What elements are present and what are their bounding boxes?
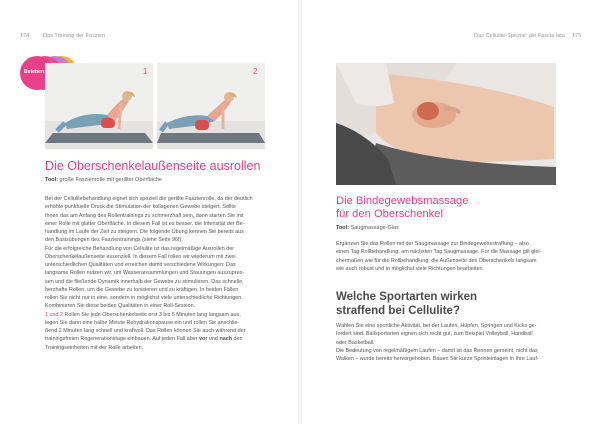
right-body-text-1 — [336, 240, 558, 273]
left-line: Oberschenkelaußenseite essenziell. In diesem Fall rollen wir wiederum mit zwei — [45, 253, 236, 260]
left-line: unterschiedlichen Qualitäten und erreichen damit verschiedene Wirkungen: Das — [45, 262, 236, 268]
right-page-number: 175 — [572, 33, 582, 39]
exercise-photo-2 — [157, 63, 265, 149]
right-line: oder Basketball. — [336, 339, 375, 346]
step-line: ßend 2 Minuten lang schnell und kraftvoll. Das Rollen können Sie auch während der — [45, 328, 246, 334]
left-tool-label: Tool: — [45, 177, 59, 183]
side-roll-photo-image — [45, 63, 153, 149]
left-line: rollen Sie nicht nur in eine, sondern in möglichst viele unterschiedliche Richtungen. — [45, 295, 243, 301]
left-line: herzhafte Rollen, um die Gewebe zu tonisieren und zu kräftigen. In beiden Fällen — [45, 286, 239, 293]
right-tool-line — [336, 225, 399, 231]
step-line: Trainingseinheiten mit der Rolle arbeiten. — [45, 344, 144, 351]
right-line: Ergänzen Sie das Rollen mit der Saugmassage zur Bindegewebsstraffung – also — [336, 241, 529, 247]
sports-heading: Welche Sportarten wirken straffend bei Cellulite? — [336, 291, 478, 317]
right-section-heading: Die Bindegewebsmassage für den Oberschenkel — [336, 195, 469, 221]
left-page-number: 174 — [20, 33, 30, 39]
right-line: Walken – wurde bereits hervorgehoben. Bauen Sie kurze Sprinteinlagen in Ihre Lauf- — [336, 356, 539, 362]
photo-number-1: 1 — [143, 67, 148, 76]
right-tool-label: Tool: — [336, 225, 350, 231]
left-line: Bei der Cellulitebehandlung eignet sich speziell die gerillte Faszienrolle, da der deutlich — [45, 196, 253, 202]
right-running-title: Das Cellulite-Spezial: die Fascia lata — [474, 33, 565, 39]
right-line: wie auch robust und in möglichst viele Richtungen bearbeiten. — [336, 265, 485, 272]
right-line: einen Tag Rollbehandlung, am nächsten Tag Saugmassage. Für die Massage gilt glei- — [336, 249, 542, 256]
badge-label: Beleben — [24, 69, 45, 75]
photo-number-2: 2 — [253, 67, 258, 76]
left-line: Für die erfolgreiche Behandlung von Cellulite ist das regelmäßige Ausrollen der — [45, 245, 235, 252]
right-line: Die Bedeutung von regelmäßigem Laufen – damit ist das Rennen gemeint, nicht das — [336, 347, 538, 354]
left-line: den Basisübungen des Faszientrainings (siehe Seite 96f). — [45, 237, 183, 244]
left-line: Kombinieren Sie diese beiden Qualitäten in einer Roll-Session. — [45, 303, 196, 310]
book-gutter — [298, 0, 302, 424]
cupping-photo-image — [336, 63, 556, 185]
exercise-photo-1 — [45, 63, 153, 149]
bold-nach: nach — [219, 336, 233, 343]
right-line: fordert sind. Ballsportarten eignen sich recht gut, zum Beispiel Volleyball, Handball — [336, 331, 533, 338]
left-line: handlung im Laufe der Zeit zu steigern. Die folgende Übung kennen Sie bereits aus — [45, 229, 244, 235]
left-line: einer Rolle mit glatter Oberfläche. In diesem Fall ist es besser, die Intensität der Be- — [45, 220, 245, 227]
right-line: Wählen Sie eine sportliche Aktivität, bei der Laufen, Hüpfen, Springen und Kicks ge- — [336, 323, 537, 329]
left-line: sen und die fließende Dynamik innerhalb der Gewebe zu stimulieren. Das schnelle, — [45, 278, 244, 285]
step-line: trainingsfreien Regenerationstage einbauen. Auf jeden Fall aber vor und nach den — [45, 336, 243, 343]
side-roll-photo-image-2 — [157, 63, 265, 149]
step-line: 1 und 2 Rollen Sie jede Oberschenkelseite erst 3 bis 5 Minuten lang langsam aus, — [45, 311, 241, 318]
left-tool-line — [45, 177, 162, 183]
left-line: Ihnen das am Anfang des Rollentrainings zu schmerzhaft sein, dann starten Sie mit — [45, 212, 244, 219]
left-body-text — [45, 195, 267, 352]
right-line: chermaßen wie für die Rollbehandlung: die Außenseite des Oberschenkels langsam — [336, 257, 537, 264]
bold-vor: vor — [199, 336, 208, 343]
step-line: legen Sie dann eine halbe Minute Rehydrationspause ein und rollen Sie anschlie- — [45, 319, 240, 326]
left-tool-value: große Faszienrolle mit gerillter Oberfläche — [58, 177, 162, 183]
right-tool-value: Saugmassage-Glas — [349, 225, 399, 231]
left-running-title: Das Training der Faszien — [43, 33, 106, 39]
left-line: erhöhte punktuelle Druck die Stimulation der kollagenen Gewebe steigert. Sollte — [45, 204, 236, 211]
left-section-heading: Die Oberschenkelaußenseite ausrollen — [45, 159, 261, 173]
left-line: langsame Rollen nutzen wir, um Wasseransammlungen und Stauungen auszupres- — [45, 270, 245, 277]
cupping-massage-photo — [336, 63, 556, 185]
step-refs: 1 und 2 — [45, 311, 63, 318]
right-body-text-2 — [336, 322, 558, 363]
